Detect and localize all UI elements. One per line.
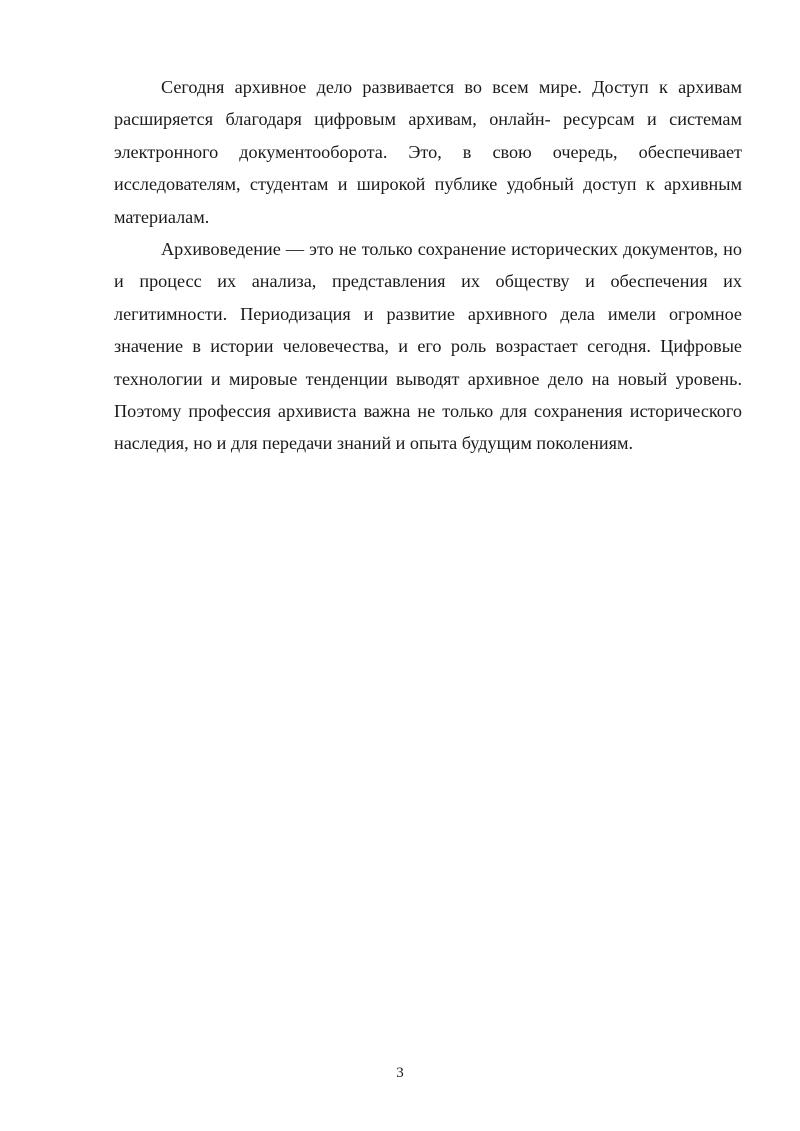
paragraph-digital-archives: Сегодня архивное дело развивается во всем мире. Доступ к архивам расширяется благодаря цифровым архивам, онлайн- ресурсам и системам электронного документооборота. Это, в свою очередь, обеспечивает исследователям, студентам и широкой публике удобный доступ к архивным материалам. bbox=[114, 77, 742, 227]
document-body bbox=[114, 71, 742, 460]
page-number: 3 bbox=[396, 1065, 404, 1081]
paragraph-archival-science: Архивоведение — это не только сохранение исторических документов, но и процесс их анализа, представления их обществу и обеспечения их легитимности. Периодизация и развитие архивного дела имели огромное значение в истории человечества, и его роль возрастает сегодня. Цифровые технологии и мировые тенденции выводят архивное дело на новый уровень. Поэтому профессия архивиста важна не только для сохранения исторического наследия, но и для передачи знаний и опыта будущим поколениям. bbox=[114, 239, 742, 454]
